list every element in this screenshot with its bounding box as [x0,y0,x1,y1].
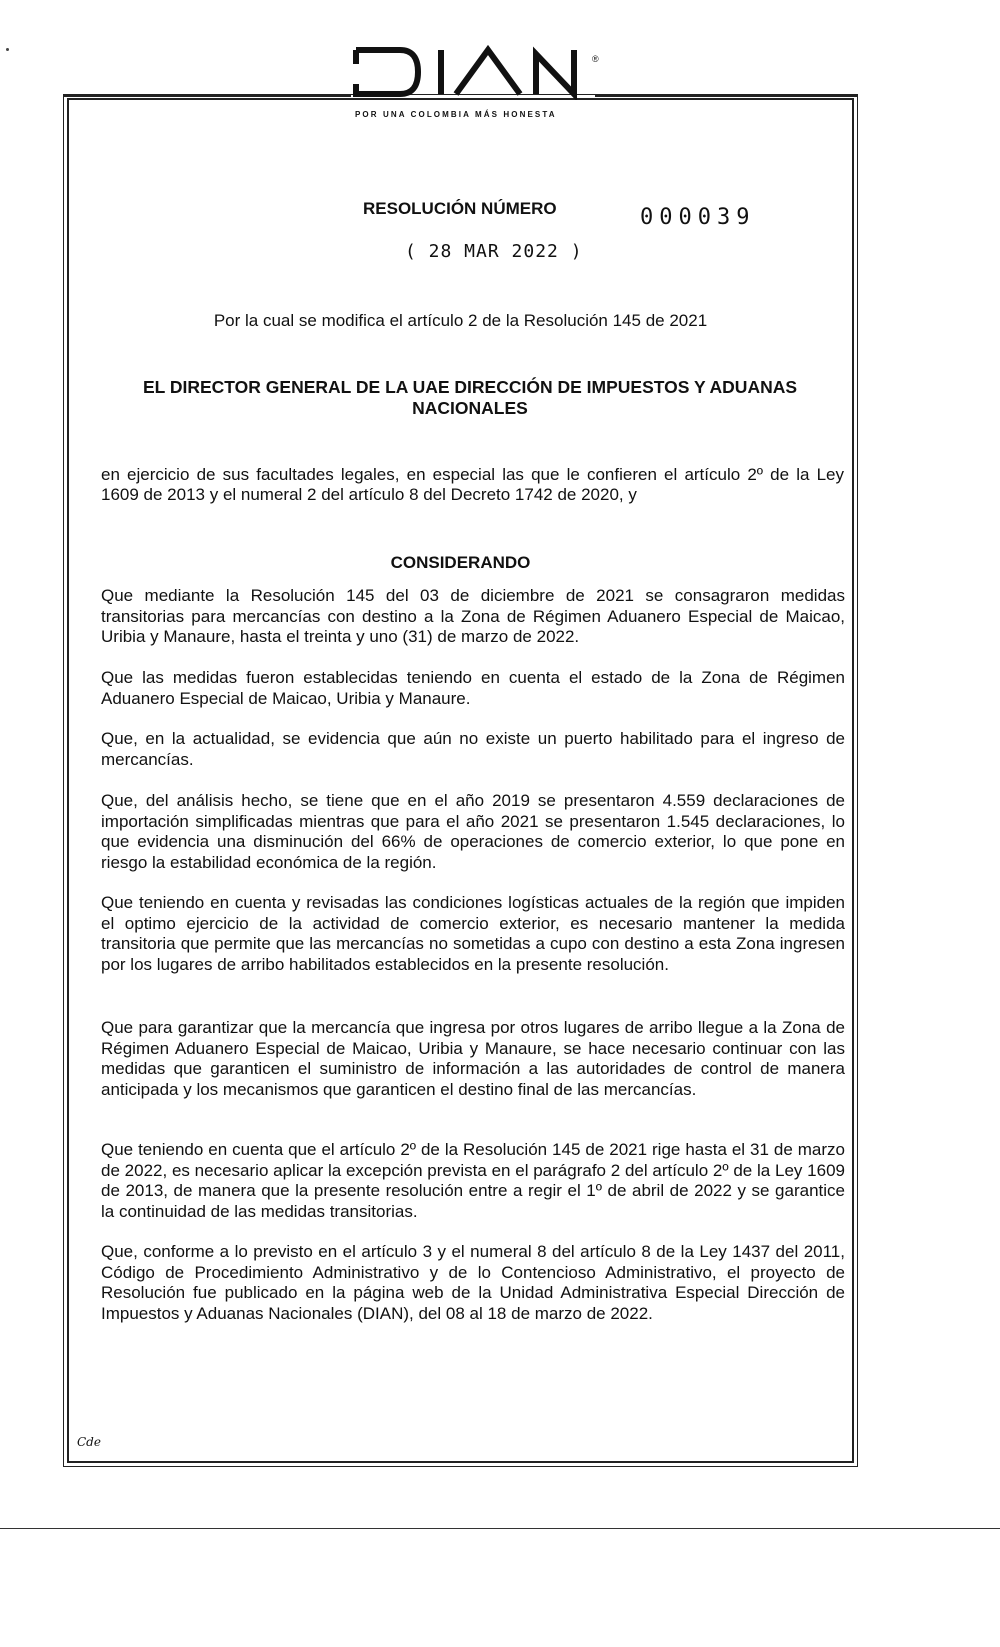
considerando-paragraph-8: Que, conforme a lo previsto en el artículo 3 y el numeral 8 del artículo 8 de la Ley 1437 del 2011, Código de Procedimiento Administrativo y de lo Contencioso Administrativo, el proyecto de Resolución fue publicado en la página web de la Unidad Administrativa Especial Dirección de Impuestos y Aduanas Nacionales (DIAN), del 08 al 18 de marzo de 2022. [101,1242,845,1323]
considerando-paragraph-3: Que, en la actualidad, se evidencia que aún no existe un puerto habilitado para el ingreso de mercancías. [101,729,845,769]
resolution-number: 000039 [640,205,756,230]
header-rule-right [595,95,858,97]
resolution-date: ( 28 MAR 2022 ) [405,241,583,262]
dian-logo [352,44,592,100]
considerando-paragraph-6: Que para garantizar que la mercancía que ingresa por otros lugares de arribo llegue a la Zona de Régimen Aduanero Especial de Maicao, Uribia y Manaure, se hace necesario continuar con las medidas que garanticen el suministro de información a las autoridades de control de manera anticipada y los mecanismos que garanticen el destino final de las mercancías. [101,1018,845,1099]
considerando-paragraph-7: Que teniendo en cuenta que el artículo 2º de la Resolución 145 de 2021 rige hasta el 31 de marzo de 2022, es necesario aplicar la excepción prevista en el parágrafo 2 del artículo 2º de la Ley 1609 de 2013, de manera que la presente resolución entre a regir el 1º de abril de 2022 y se garantice la continuidad de las medidas transitorias. [101,1140,845,1221]
intro-paragraph: en ejercicio de sus facultades legales, en especial las que le confieren el artículo 2º de la Ley 1609 de 2013 y el numeral 2 del artículo 8 del Decreto 1742 de 2020, y [101,465,844,504]
logo-tagline: POR UNA COLOMBIA MÁS HONESTA [355,110,557,119]
considerando-paragraph-4: Que, del análisis hecho, se tiene que en el año 2019 se presentaron 4.559 declaraciones de importación simplificadas mientras que para el año 2021 se presentaron 1.545 declaraciones, lo que evidencia una disminución del 66% de operaciones de comercio exterior, lo que pone en riesgo la estabilidad económica de la región. [101,791,845,872]
considerando-paragraph-1: Que mediante la Resolución 145 del 03 de diciembre de 2021 se consagraron medidas transitorias para mercancías con destino a la Zona de Régimen Aduanero Especial de Maicao, Uribia y Manaure, hasta el treinta y uno (31) de marzo de 2022. [101,586,845,646]
considerando-paragraph-5: Que teniendo en cuenta y revisadas las condiciones logísticas actuales de la región que impiden el optimo ejercicio de la actividad de comercio exterior, es necesario mantener la medida transitoria que permite que las mercancías no sometidas a cupo con destino a esta Zona ingresen por los lugares de arribo habilitados establecidos en la presente resolución. [101,893,845,974]
resolution-subject: Por la cual se modifica el artículo 2 de la Resolución 145 de 2021 [213,311,708,330]
considerando-paragraph-2: Que las medidas fueron establecidas teniendo en cuenta el estado de la Zona de Régimen Aduanero Especial de Maicao, Uribia y Manaure. [101,668,845,708]
registered-mark: ® [592,54,599,64]
considerando-heading: CONSIDERANDO [390,553,531,572]
footer-rule [0,1528,1000,1529]
scan-speck [6,48,9,51]
reviewer-initials: Cde [77,1435,101,1449]
director-title: EL DIRECTOR GENERAL DE LA UAE DIRECCIÓN DE IMPUESTOS Y ADUANAS NACIONALES [142,377,798,418]
resolution-heading: RESOLUCIÓN NÚMERO [363,199,557,218]
header-rule-left [63,95,351,97]
